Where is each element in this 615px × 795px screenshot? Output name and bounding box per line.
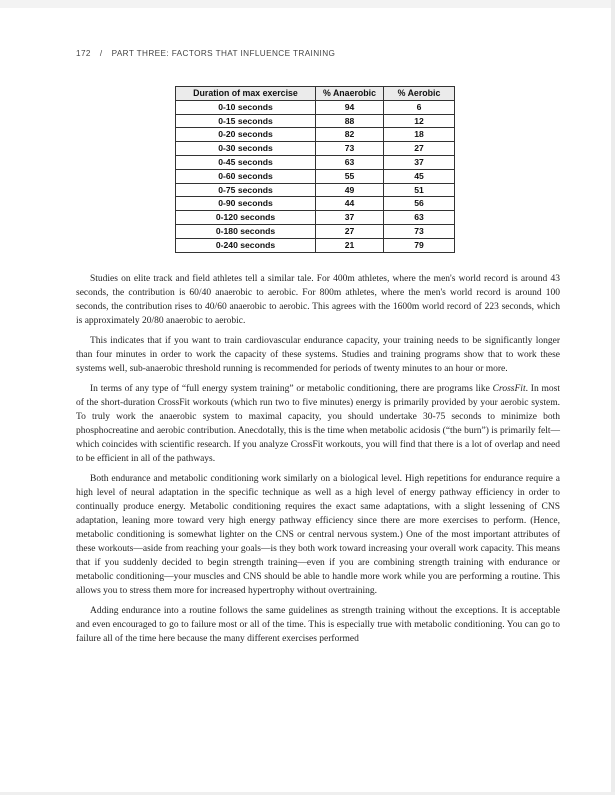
table-row [176,197,455,211]
duration-cell: 0-180 seconds [176,224,316,238]
anaerobic-cell: 37 [316,211,384,225]
aerobic-cell: 63 [384,211,455,225]
table-row [176,211,455,225]
aerobic-cell: 12 [384,114,455,128]
duration-cell: 0-240 seconds [176,238,316,252]
aerobic-cell: 18 [384,128,455,142]
aerobic-cell: 73 [384,224,455,238]
aerobic-cell: 56 [384,197,455,211]
duration-cell: 0-30 seconds [176,142,316,156]
anaerobic-cell: 63 [316,155,384,169]
table-row [176,100,455,114]
section-title: PART THREE: FACTORS THAT INFLUENCE TRAINING [111,49,336,58]
paragraph-endurance-capacity: This indicates that if you want to train cardiovascular endurance capacity, your training needs to be significantly longer than four minutes in order to work the capacity of these systems. Studies and training programs show that to work these systems well, sub-anaerobic threshold running is recommended for periods of twenty minutes to an hour or more. [76,335,560,375]
anaerobic-cell: 44 [316,197,384,211]
table-row [176,238,455,252]
paragraph-crossfit [76,382,560,467]
anaerobic-cell: 49 [316,183,384,197]
table-row [176,114,455,128]
aerobic-cell: 27 [384,142,455,156]
anaerobic-cell: 21 [316,238,384,252]
page-number: 172 [76,49,91,58]
anaerobic-cell: 55 [316,169,384,183]
running-head [76,49,335,58]
duration-cell: 0-90 seconds [176,197,316,211]
table-row [176,155,455,169]
aerobic-cell: 37 [384,155,455,169]
table-row [176,128,455,142]
crossfit-emphasis: CrossFit [492,383,526,394]
column-header-aerobic: % Aerobic [384,87,455,101]
body-text [76,272,560,652]
duration-cell: 0-20 seconds [176,128,316,142]
duration-cell: 0-75 seconds [176,183,316,197]
page-edge-right [611,0,615,795]
paragraph-biological-level: Both endurance and metabolic conditioning work similarly on a biological level. High repetitions for endurance require a high level of neural adaptation in the specific technique as well as a high level of energy pathway efficiency in order to continually produce energy. Metabolic conditioning requires the exact same adaptations, with a slight lessening of CNS adaptation, leaning more toward very high energy pathway efficiency since there are more exercises to perform. (Hence, metabolic conditioning is somewhat lighter on the CNS or central nervous system.) One of the most important attributes of these workouts—aside from reaching your goals—is they both work toward increasing your overall work capacity. This means that if you suddenly decided to begin strength training—even if you are combining strength training with endurance or metabolic conditioning—your muscles and CNS should be able to handle more work while you are performing a routine. This allows you to stress them more for increased hypertrophy without overtraining. [76,473,560,597]
energy-contribution-table [175,86,455,253]
paragraph-crossfit-part-2: . In most of the short-duration CrossFit workouts (which run two to five minutes) energy is primarily provided by your aerobic system. To truly work the anaerobic system to maximal capacity, you should undertake 30-75 seconds to minimize both phosphocreatine and aerobic contribution. Anecdotally, this is the time when metabolic acidosis (“the burn”) is primarily felt—which coincides with scientific research. If you analyze CrossFit workouts, you will find that there is a lot of overlap and need to be efficient in all of the pathways. [76,383,561,465]
duration-cell: 0-10 seconds [176,100,316,114]
anaerobic-cell: 88 [316,114,384,128]
anaerobic-cell: 82 [316,128,384,142]
aerobic-cell: 79 [384,238,455,252]
table-header-row [176,87,455,101]
paragraph-track-athletes: Studies on elite track and field athletes tell a similar tale. For 400m athletes, where the men's world record is around 43 seconds, the contribution is 60/40 anaerobic to aerobic. For 800m athletes, where the men's world record is around 100 seconds, the contribution rises to 40/60 anaerobic to aerobic. This agrees with the 1600m world record of 223 seconds, which is approximately 20/80 anaerobic to aerobic. [76,274,560,327]
column-header-anaerobic: % Anaerobic [316,87,384,101]
table-row [176,169,455,183]
anaerobic-cell: 27 [316,224,384,238]
aerobic-cell: 51 [384,183,455,197]
table-row [176,183,455,197]
aerobic-cell: 45 [384,169,455,183]
header-separator: / [99,49,103,58]
paragraph-crossfit-part-1: In terms of any type of “full energy system training” or metabolic conditioning, there are programs like [90,383,493,394]
duration-cell: 0-45 seconds [176,155,316,169]
duration-cell: 0-120 seconds [176,211,316,225]
aerobic-cell: 6 [384,100,455,114]
duration-cell: 0-15 seconds [176,114,316,128]
table-row [176,142,455,156]
anaerobic-cell: 94 [316,100,384,114]
page-edge-top [0,0,615,8]
duration-cell: 0-60 seconds [176,169,316,183]
anaerobic-cell: 73 [316,142,384,156]
table-row [176,224,455,238]
paragraph-adding-endurance: Adding endurance into a routine follows the same guidelines as strength training without the exceptions. It is acceptable and even encouraged to go to failure most or all of the time. This is especially true with metabolic conditioning. You can go to failure all of the time here because the many different exercises performed [76,606,560,645]
column-header-duration: Duration of max exercise [176,87,316,101]
